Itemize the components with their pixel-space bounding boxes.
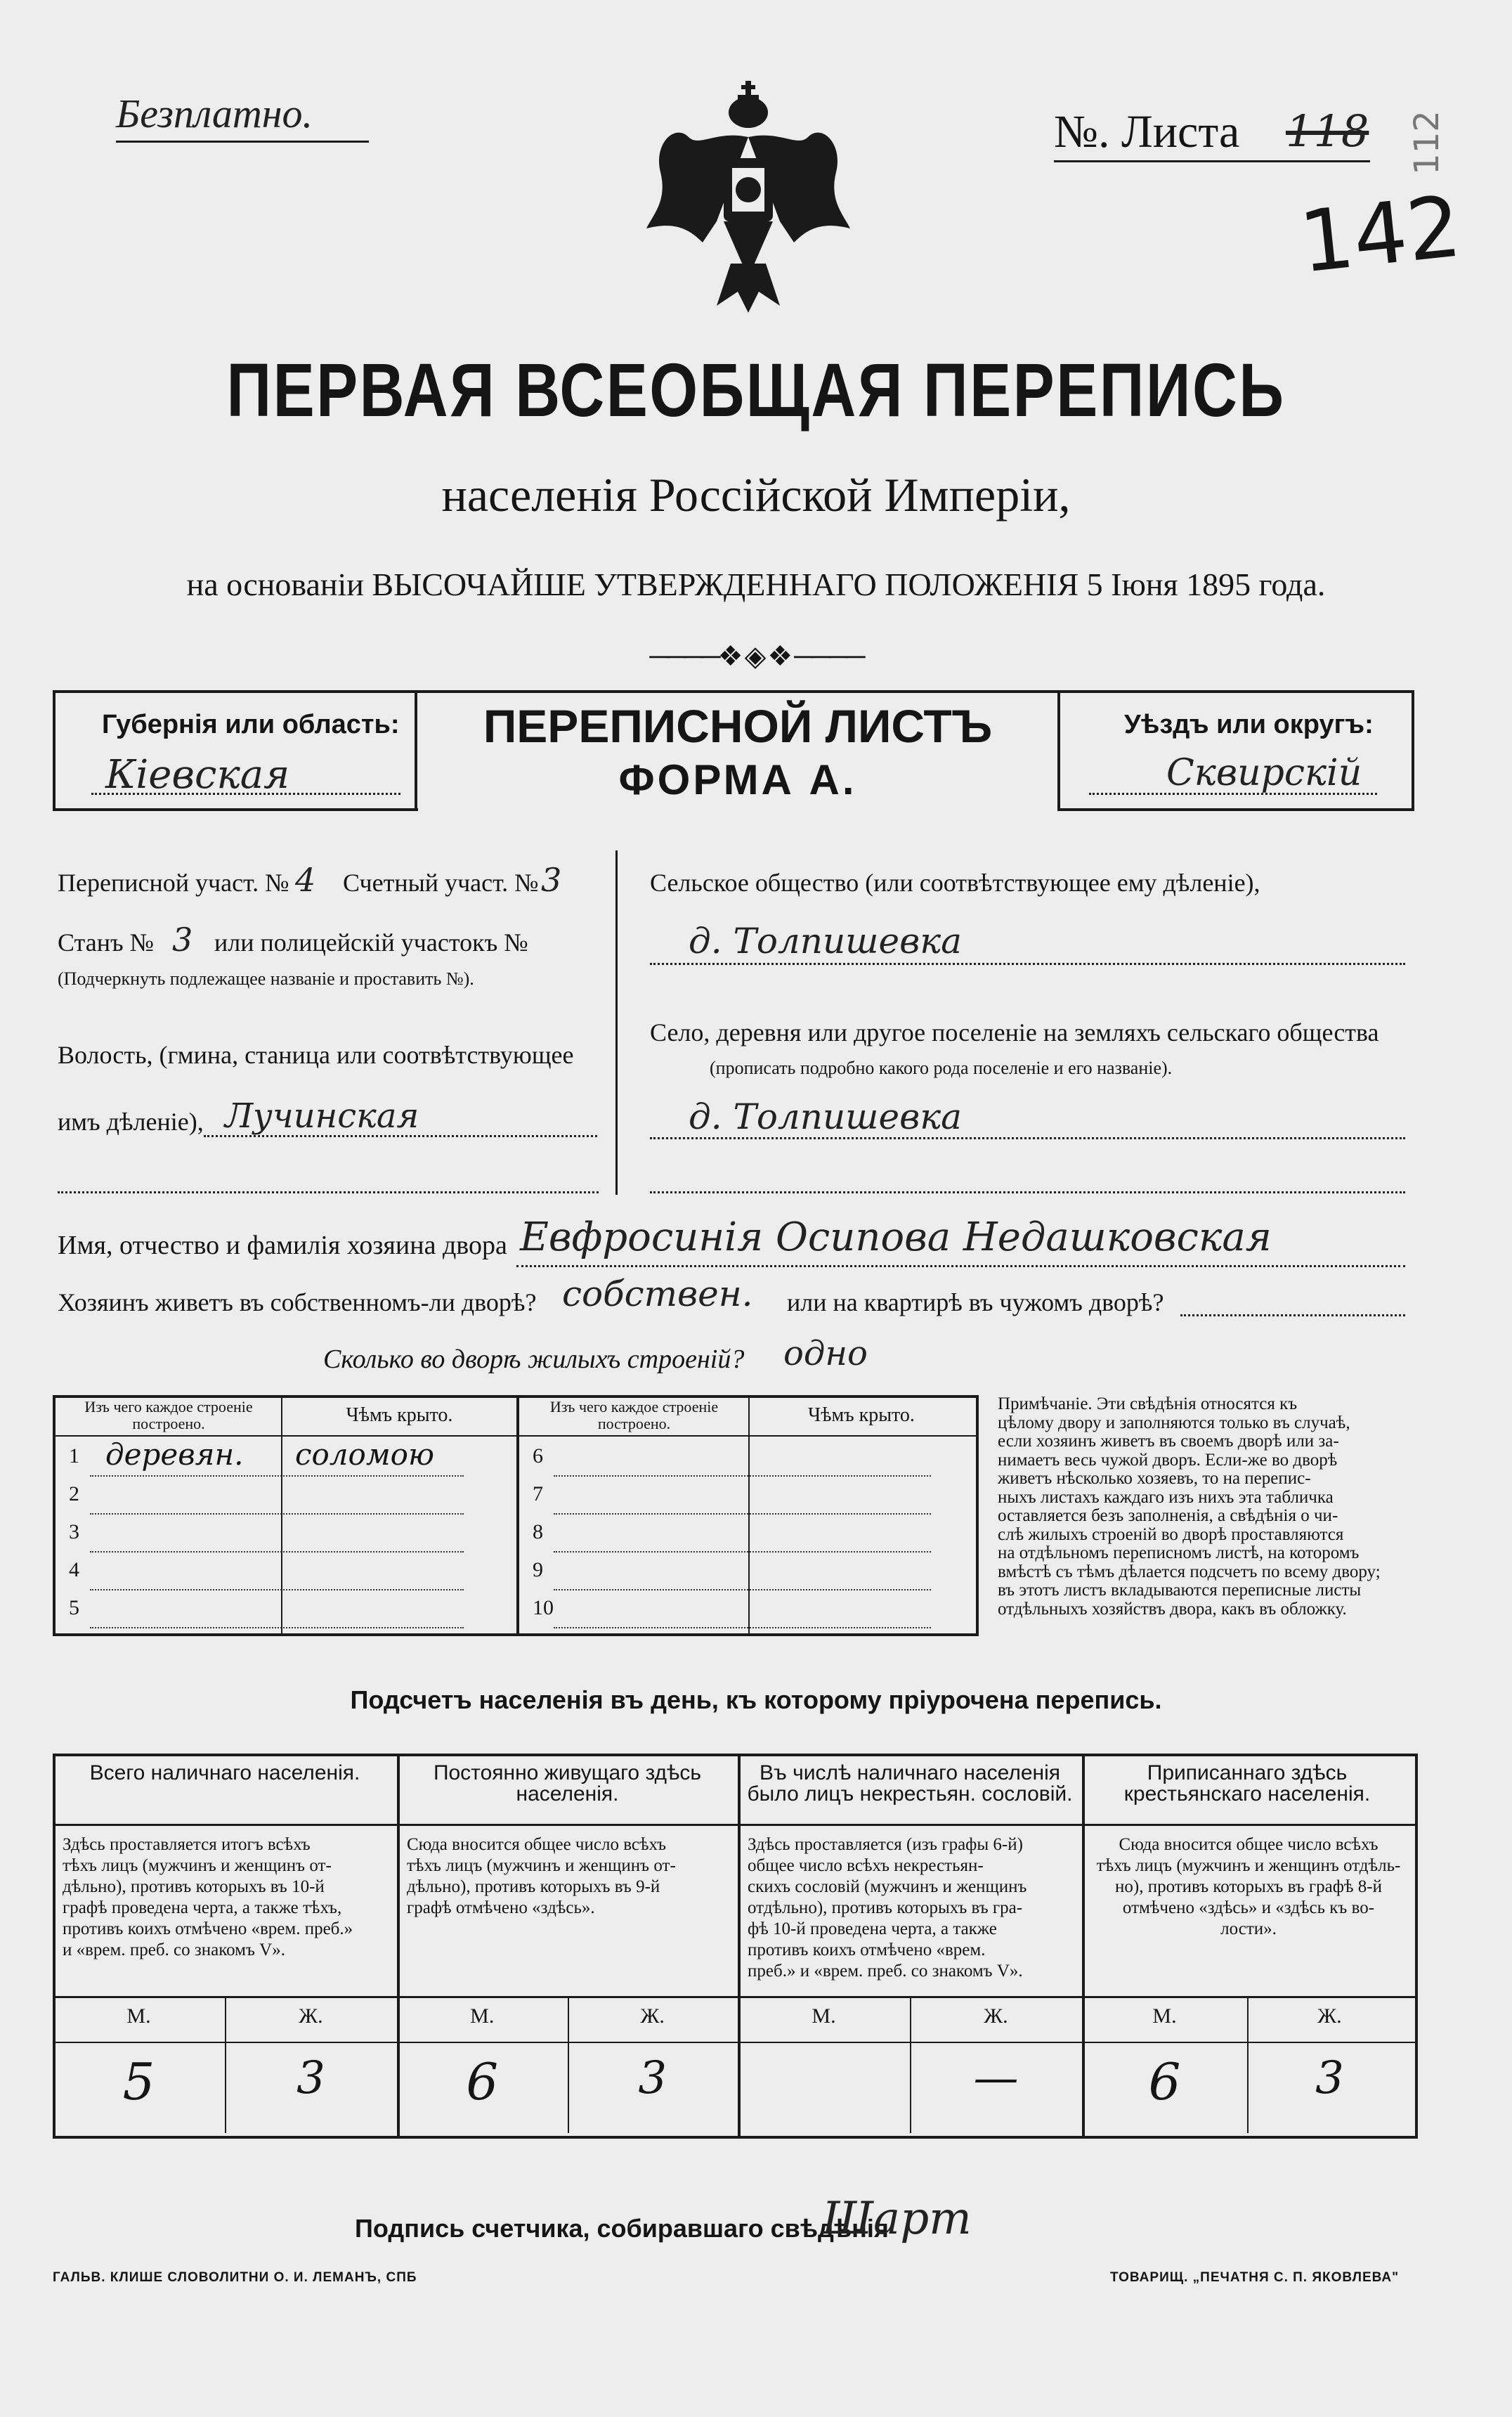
population-title: Подсчетъ населенія въ день, къ которому пріурочена перепись. xyxy=(350,1685,1162,1714)
population-desc-line: скихъ сословій (мужчинъ и женщинъ xyxy=(748,1877,1027,1896)
population-desc-line: и «врем. преб. со знакомъ V». xyxy=(63,1940,285,1959)
population-col-head: Всего наличнаго населенія. xyxy=(89,1761,360,1784)
buildings-table-head-line xyxy=(53,1435,976,1437)
note-line: въ этотъ листъ вкладываются переписные листы xyxy=(998,1581,1362,1600)
building-row-material: деревян. xyxy=(105,1437,244,1472)
sheet-number-label: №. Листа xyxy=(1054,106,1240,157)
building-row-roof: соломою xyxy=(295,1437,434,1472)
building-row-number: 7 xyxy=(533,1482,543,1505)
volost-value: Лучинская xyxy=(225,1096,419,1136)
form-box-bottom-right xyxy=(1057,808,1412,811)
building-row-number: 5 xyxy=(69,1596,79,1619)
village-value: д. Толпишевка xyxy=(689,1096,962,1137)
census-district-label: Переписной участ. № xyxy=(58,869,289,897)
note-line: отдѣльныхъ хозяйствъ двора, какъ въ обложку. xyxy=(998,1599,1347,1619)
population-row-line xyxy=(53,1996,1415,1998)
population-desc-line: тѣхъ лицъ (мужчинъ и женщинъ от- xyxy=(407,1856,676,1875)
buildings-col-material-left: Изъ чего каждое строеніе построено. xyxy=(84,1398,253,1432)
population-desc-line: Здѣсь проставляется (изъ графы 6-й) xyxy=(748,1835,1023,1854)
population-f-label: Ж. xyxy=(640,2004,665,2028)
building-row-line xyxy=(554,1589,931,1590)
population-col-head: Постоянно живущаго здѣсь населенія. xyxy=(433,1761,702,1806)
note-line: слѣ жилыхъ строеній во дворѣ проставляются xyxy=(998,1524,1344,1544)
volost-label-1: Волость, (гмина, станица или соотвѣтствующее xyxy=(58,1041,574,1069)
population-f-value: 3 xyxy=(638,2052,667,2104)
village-label: Село, деревня или другое поселеніе на земляхъ сельскаго общества xyxy=(650,1018,1379,1046)
community-label: Сельское общество (или соотвѣтствующее ему дѣленіе), xyxy=(650,869,1260,897)
buildings-note xyxy=(998,1395,1419,1619)
owner-rent-label: или на квартирѣ въ чужомъ дворѣ? xyxy=(787,1288,1164,1316)
note-line: вмѣстѣ съ тѣмъ дѣлается подсчетъ по всему двору; xyxy=(998,1562,1381,1581)
form-box-divider-left xyxy=(415,690,417,808)
note-line: на отдѣльномъ переписномъ листѣ, на которомъ xyxy=(998,1543,1360,1562)
counting-district-value: 3 xyxy=(541,861,562,899)
building-row-number: 8 xyxy=(533,1520,543,1543)
owner-name-dots xyxy=(516,1265,1405,1267)
free-label: Безплатно. xyxy=(116,91,313,136)
buildings-col-roof-left: Чѣмъ крыто. xyxy=(346,1404,453,1426)
subtitle: населенія Россійской Имперіи, xyxy=(441,468,1071,521)
stan-label: Станъ № xyxy=(58,928,154,957)
population-f-value: 3 xyxy=(1315,2052,1344,2104)
margin-pencil-note: 112 xyxy=(1407,110,1447,175)
form-subtitle: ФОРМА А. xyxy=(618,756,857,803)
police-label: или полицейскій участокъ № xyxy=(214,928,528,957)
note-line: ныхъ листахъ каждаго изъ нихъ эта табличка xyxy=(998,1487,1334,1507)
volost-dots-2 xyxy=(58,1191,599,1193)
district-dots xyxy=(1089,793,1377,795)
population-desc-line: лости». xyxy=(1220,1919,1277,1938)
community-dots xyxy=(650,963,1405,965)
building-row-number: 6 xyxy=(533,1444,543,1467)
basis-line: на основаніи ВЫСОЧАЙШЕ УТВЕРЖДЕННАГО ПОЛОЖЕНІЯ 5 Іюня 1895 года. xyxy=(186,566,1326,602)
population-col-desc xyxy=(63,1834,390,1961)
note-line: если хозяинъ живетъ въ своемъ дворѣ или за- xyxy=(998,1432,1339,1451)
population-f-label: Ж. xyxy=(299,2004,323,2028)
signature-value: Шарт xyxy=(822,2193,972,2245)
census-district-value: 4 xyxy=(295,861,316,899)
building-row-number: 2 xyxy=(69,1482,79,1505)
population-col-head: Въ числѣ наличнаго населенія было лицъ некрестьян. сословій. xyxy=(747,1761,1073,1806)
sheet-number-underline xyxy=(1054,160,1370,162)
district-label: Уѣздъ или округъ: xyxy=(1124,710,1374,739)
population-desc-line: фѣ 10-й проведена черта, а также xyxy=(748,1919,997,1938)
population-desc-line: но), противъ которыхъ въ графѣ 8-й xyxy=(1114,1877,1383,1896)
owner-lives-label: Хозяинъ живетъ въ собственномъ-ли дворѣ? xyxy=(58,1288,537,1316)
population-m-label: М. xyxy=(1152,2004,1177,2028)
village-note: (прописать подробно какого рода поселеніе и его названіе). xyxy=(710,1058,1173,1078)
population-desc-line: общее число всѣхъ некрестьян- xyxy=(748,1856,984,1875)
community-value: д. Толпишевка xyxy=(689,921,962,961)
population-desc-line: противъ коихъ отмѣчено «врем. xyxy=(748,1940,986,1959)
volost-dots xyxy=(204,1135,597,1137)
population-col-desc xyxy=(748,1834,1075,1982)
buildings-label: Сколько во дворѣ жилыхъ строеній? xyxy=(323,1344,745,1374)
population-m-value: 5 xyxy=(122,2052,155,2111)
population-col-desc xyxy=(407,1834,731,1919)
building-row-number: 1 xyxy=(69,1444,79,1467)
counting-district-label: Счетный участ. № xyxy=(343,869,539,897)
population-desc-line: дѣльно), противъ которыхъ въ 10-й xyxy=(63,1877,325,1896)
owner-name-label: Имя, отчество и фамилія хозяина двора xyxy=(58,1231,507,1260)
note-line: цѣлому двору и заполняются только въ случаѣ, xyxy=(998,1413,1350,1432)
form-box-bottom-left xyxy=(53,808,418,811)
owner-rent-dots xyxy=(1180,1314,1405,1316)
population-desc-line: графѣ отмѣчено «здѣсь». xyxy=(407,1898,595,1917)
population-desc-line: отдѣльно), противъ которыхъ въ гра- xyxy=(748,1898,1023,1917)
buildings-value: одно xyxy=(783,1334,868,1373)
population-desc-line: тѣхъ лицъ (мужчинъ и женщинъ от- xyxy=(63,1856,332,1875)
free-label-underline xyxy=(116,141,369,143)
population-f-value: 3 xyxy=(296,2052,325,2104)
volost-label-2: имъ дѣленіе), xyxy=(58,1108,204,1136)
population-m-value: 6 xyxy=(466,2052,499,2111)
footer-right: ТОВАРИЩ. „ПЕЧАТНЯ С. П. ЯКОВЛЕВА" xyxy=(1110,2270,1400,2285)
population-col-divider xyxy=(738,1754,741,2136)
village-dots-2 xyxy=(650,1191,1405,1193)
building-row-line xyxy=(554,1513,931,1515)
population-m-value: 6 xyxy=(1148,2052,1181,2111)
building-row-line xyxy=(90,1551,464,1553)
building-row-line xyxy=(90,1475,464,1477)
population-col-desc xyxy=(1092,1834,1405,1940)
owner-lives-value: собствен. xyxy=(562,1274,753,1314)
footer-left: ГАЛЬВ. КЛИШЕ СЛОВОЛИТНИ О. И. ЛЕМАНЪ, СПБ xyxy=(53,2270,417,2285)
province-label: Губернія или область: xyxy=(102,710,400,739)
building-row-number: 9 xyxy=(533,1558,543,1581)
population-m-label: М. xyxy=(470,2004,495,2028)
building-row-line xyxy=(554,1475,931,1477)
village-dots xyxy=(650,1137,1405,1139)
stan-value: 3 xyxy=(172,921,193,959)
double-headed-eagle-emblem xyxy=(632,81,864,313)
sheet-number-value: 118 xyxy=(1286,105,1369,157)
buildings-table-center xyxy=(516,1395,519,1633)
population-f-label: Ж. xyxy=(984,2004,1008,2028)
building-row-line xyxy=(90,1589,464,1590)
province-value: Кіевская xyxy=(105,752,290,798)
population-desc-line: отмѣчено «здѣсь» и «здѣсь къ во- xyxy=(1122,1898,1375,1917)
note-line: Примѣчаніе. Эти свѣдѣнія относятся къ xyxy=(998,1394,1298,1413)
building-row-line xyxy=(90,1513,464,1515)
building-row-line xyxy=(554,1627,931,1628)
building-row-number: 4 xyxy=(69,1558,79,1581)
signature-label: Подпись счетчика, собиравшаго свѣдѣнія xyxy=(355,2214,889,2243)
population-f-label: Ж. xyxy=(1317,2004,1342,2028)
buildings-col-roof-right: Чѣмъ крыто. xyxy=(808,1404,915,1426)
info-vertical-divider xyxy=(615,850,618,1195)
ornament: ────❖◈❖──── xyxy=(649,640,863,672)
population-desc-line: дѣльно), противъ которыхъ въ 9-й xyxy=(407,1877,660,1896)
population-col-head: Приписаннаго здѣсь крестьянскаго населенія. xyxy=(1123,1761,1371,1806)
population-f-value: — xyxy=(973,2052,1019,2104)
owner-name-value: Евфросинія Осипова Недашковская xyxy=(520,1214,1272,1260)
population-row-line xyxy=(53,2042,1415,2043)
form-title: ПЕРЕПИСНОЙ ЛИСТЪ xyxy=(483,700,993,752)
population-desc-line: Сюда вносится общее число всѣхъ xyxy=(407,1835,666,1854)
population-m-label: М. xyxy=(126,2004,151,2028)
population-desc-line: противъ коихъ отмѣчено «врем. преб.» xyxy=(63,1919,353,1938)
building-row-number: 10 xyxy=(533,1596,554,1619)
note-line: нимаетъ весь чужой дворъ. Если-же во дворѣ xyxy=(998,1450,1338,1470)
population-desc-line: Сюда вносится общее число всѣхъ xyxy=(1119,1835,1379,1854)
district-value: Сквирскій xyxy=(1166,752,1362,794)
population-row-line xyxy=(53,1824,1415,1826)
note-line: оставляется безъ заполненія, а свѣдѣнія о чи- xyxy=(998,1506,1338,1525)
population-desc-line: преб.» и «врем. преб. со знакомъ V». xyxy=(748,1962,1023,1981)
population-desc-line: графѣ проведена черта, а также тѣхъ, xyxy=(63,1898,342,1917)
form-box-divider-right xyxy=(1057,690,1060,808)
population-desc-line: тѣхъ лицъ (мужчинъ и женщинъ отдѣль- xyxy=(1096,1856,1401,1875)
note-line: живетъ нѣсколько хозяевъ, то на перепис- xyxy=(998,1469,1311,1488)
population-desc-line: Здѣсь проставляется итогъ всѣхъ xyxy=(63,1835,311,1854)
buildings-col-material-right: Изъ чего каждое строеніе построено. xyxy=(549,1398,719,1432)
building-row-number: 3 xyxy=(69,1520,79,1543)
population-m-label: М. xyxy=(812,2004,836,2028)
stan-note: (Подчеркнуть подлежащее названіе и проставить №). xyxy=(58,968,474,989)
building-row-line xyxy=(90,1627,464,1628)
building-row-line xyxy=(554,1551,931,1553)
main-title: ПЕРВАЯ ВСЕОБЩАЯ ПЕРЕПИСЬ xyxy=(226,347,1286,432)
sheet-number-stamp: 142 xyxy=(1295,178,1466,292)
province-dots xyxy=(91,793,400,795)
